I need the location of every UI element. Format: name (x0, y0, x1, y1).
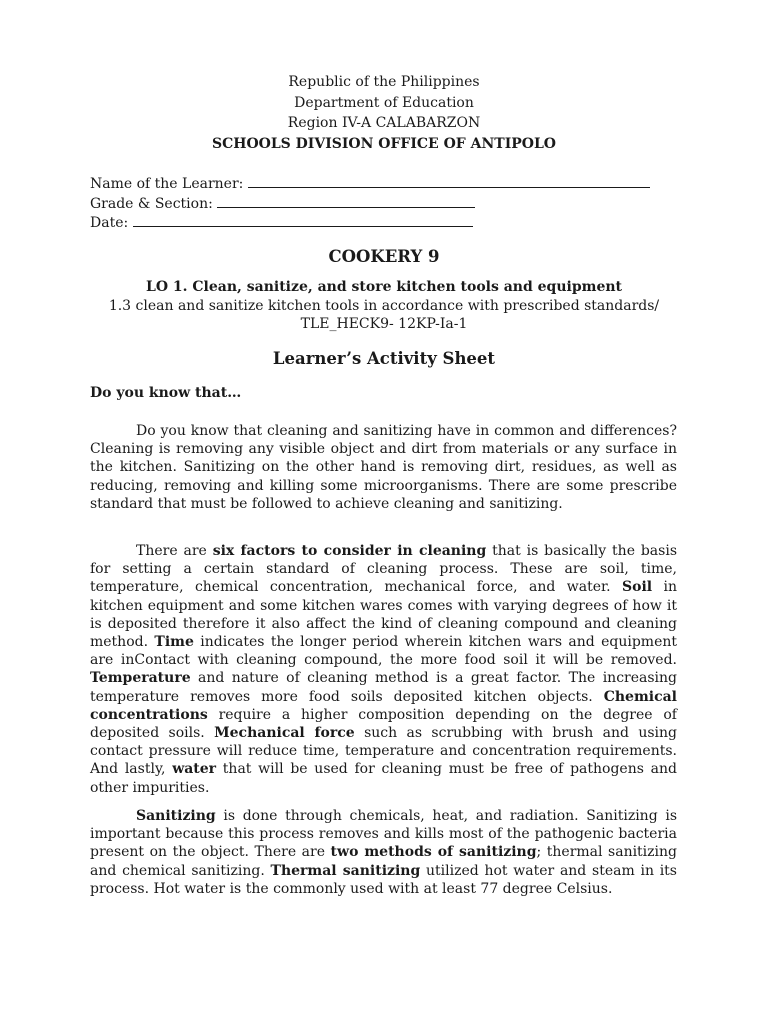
lo-description: 1.3 clean and sanitize kitchen tools in accordance with prescribed standards/ (108, 297, 660, 314)
p2-bold-time: Time (154, 634, 194, 651)
p3-bold-thermal-sanitizing: Thermal sanitizing (270, 862, 421, 879)
p2-text-6: require a higher composition depending on the degree of deposited soils. (90, 706, 677, 742)
lo-code: TLE_HECK9- 12KP-Ia-1 (300, 316, 468, 332)
p2-text-8: that will be used for cleaning must be free of pathogens and other impurities. (90, 761, 677, 796)
grade-section-field (90, 194, 650, 214)
header-department: Department of Education (294, 94, 474, 111)
p3-bold-two-methods: two methods of sanitizing (330, 844, 537, 861)
p2-text-7: such as scrubbing with brush and using contact pressure will reduce time, temperature and concentration requirements. And lastly, (90, 725, 677, 778)
p2-text-3: in kitchen equipment and some kitchen wares comes with varying degrees of how it is deposited therefore it also affect the kind of cleaning compound and cleaning method. (90, 579, 677, 651)
p2-bold-water: water (172, 761, 217, 778)
sheet-title: Learner’s Activity Sheet (272, 349, 496, 368)
p3-text-1: is done through chemicals, heat, and radiation. Sanitizing is important because this process removes and kills most of the pathogenic bacteria present on the object. There are (90, 808, 677, 861)
learner-info-fields (90, 174, 650, 233)
p3-text-2: ; thermal sanitizing and chemical sanitizing. (90, 844, 677, 879)
p2-bold-temperature: Temperature (90, 670, 191, 687)
date-blank[interactable] (133, 213, 473, 227)
learner-name-blank[interactable] (248, 174, 650, 188)
p2-bold-mechanical-force: Mechanical force (214, 725, 355, 742)
grade-section-label: Grade & Section: (90, 195, 213, 212)
p2-bold-soil: Soil (622, 579, 653, 596)
header-division-office: SCHOOLS DIVISION OFFICE OF ANTIPOLO (211, 135, 557, 152)
p2-bold-chemical-concentrations: Chemical concentrations (90, 688, 677, 723)
paragraph-six-factors (90, 542, 677, 797)
subject-title: COOKERY 9 (328, 247, 440, 266)
learner-name-label: Name of the Learner: (90, 176, 244, 192)
date-label: Date: (90, 215, 129, 231)
header-region: Region IV-A CALABARZON (287, 115, 481, 131)
p2-bold-six-factors: six factors to consider in cleaning (212, 543, 487, 559)
p2-text-4: indicates the longer period wherein kitchen wars and equipment are inContact with cleaning compound, the more food soil it will be removed. (90, 634, 677, 669)
lo-title: LO 1. Clean, sanitize, and store kitchen tools and equipment (146, 279, 622, 295)
p3-text-3: utilized hot water and steam in its process. Hot water is the commonly used with at least 77 degree Celsius. (90, 862, 677, 897)
p2-text-2: that is basically the basis for setting a certain standard of cleaning process. These are soil, time, temperature, chemical concentration, mechanical force, and water. (90, 543, 678, 596)
date-field (90, 213, 650, 233)
learner-name-field (90, 174, 650, 194)
grade-section-blank[interactable] (217, 194, 475, 208)
paragraph-cleaning-vs-sanitizing: Do you know that cleaning and sanitizing have in common and differences? Cleaning is removing any visible object and dirt from materials or any surface in the kitchen. Sanitizing on the other hand is removing dirt, residues, as well as reducing, removing and killing some microorganisms. There are some prescribe standard that must be followed to achieve cleaning and sanitizing. (90, 423, 677, 512)
p2-text-1: There are (136, 543, 213, 559)
p3-bold-sanitizing: Sanitizing (136, 808, 216, 824)
paragraph-sanitizing (90, 807, 677, 898)
learning-objective (0, 278, 768, 334)
document-header (0, 72, 768, 154)
p2-text-5: and nature of cleaning method is a great factor. The increasing temperature removes more food soils deposited kitchen objects. (90, 670, 677, 705)
intro-heading: Do you know that… (90, 385, 242, 401)
header-republic: Republic of the Philippines (288, 74, 480, 90)
